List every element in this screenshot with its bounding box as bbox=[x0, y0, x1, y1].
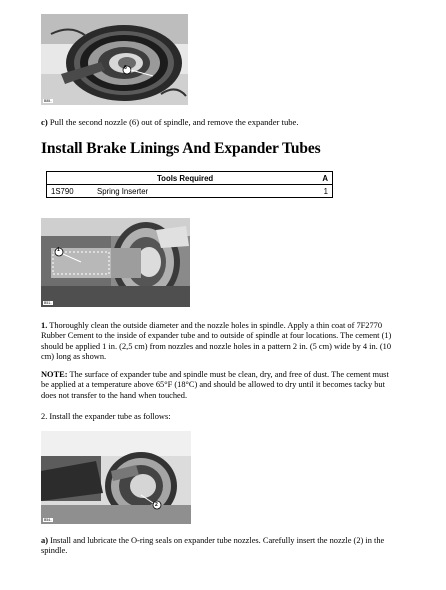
tool-quantity: 1 bbox=[323, 186, 328, 196]
callout-1: 1 bbox=[57, 247, 60, 253]
callout-2: 2 bbox=[155, 502, 158, 508]
tools-col-qty: A bbox=[310, 172, 333, 185]
tools-table-row bbox=[47, 185, 333, 198]
tools-col-part bbox=[47, 172, 94, 185]
figure-id-label: B51.. bbox=[44, 301, 53, 305]
step-a-paragraph: a) Install and lubricate the O-ring seals on expander tube nozzles. Carefully insert the nozzle (2) in the spindle. bbox=[41, 536, 385, 556]
tool-name: Spring Inserter bbox=[97, 186, 149, 196]
step-2-paragraph: 2. Install the expander tube as follows: bbox=[41, 412, 171, 421]
expander-tube-illustration bbox=[41, 431, 191, 524]
spindle-cement-photo bbox=[41, 218, 190, 307]
note-paragraph: NOTE: The surface of expander tube and spindle must be clean, dry, and free of dust. The cement must be applied at a temperature above 65°F (18°C) and should be allowed to dry until it becomes tacky but does not transfer to the hand when touched. bbox=[41, 370, 389, 400]
tools-required-table bbox=[46, 171, 333, 198]
expander-tube-photo bbox=[41, 431, 191, 524]
step-c-caption: c) Pull the second nozzle (6) out of spindle, and remove the expander tube. bbox=[41, 117, 299, 127]
tools-col-title: Tools Required bbox=[93, 172, 310, 185]
tool-part-number: 1S790 bbox=[51, 186, 74, 196]
tools-table-header-row bbox=[47, 172, 333, 185]
step-1-paragraph: 1. Thoroughly clean the outside diameter and the nozzle holes in spindle. Apply a thin coat of 7F2770 Rubber Cement to the inside of expander tube and to outside of spindle at four locations. The cement (1) should be applied 1 in. (2,5 cm) from nozzles and nozzle holes in a pattern 2 in. (5 cm) wide by 4 in. (10 cm) long as shown. bbox=[41, 321, 392, 362]
callout-6: 6 bbox=[124, 65, 127, 71]
spindle-nozzle-illustration bbox=[41, 14, 188, 105]
figure-id-label: B54.. bbox=[44, 518, 53, 522]
figure-id-label: B85.. bbox=[44, 99, 53, 103]
spindle-nozzle-photo bbox=[41, 14, 188, 105]
section-title: Install Brake Linings And Expander Tubes bbox=[41, 140, 321, 157]
spindle-cement-illustration bbox=[41, 218, 190, 307]
